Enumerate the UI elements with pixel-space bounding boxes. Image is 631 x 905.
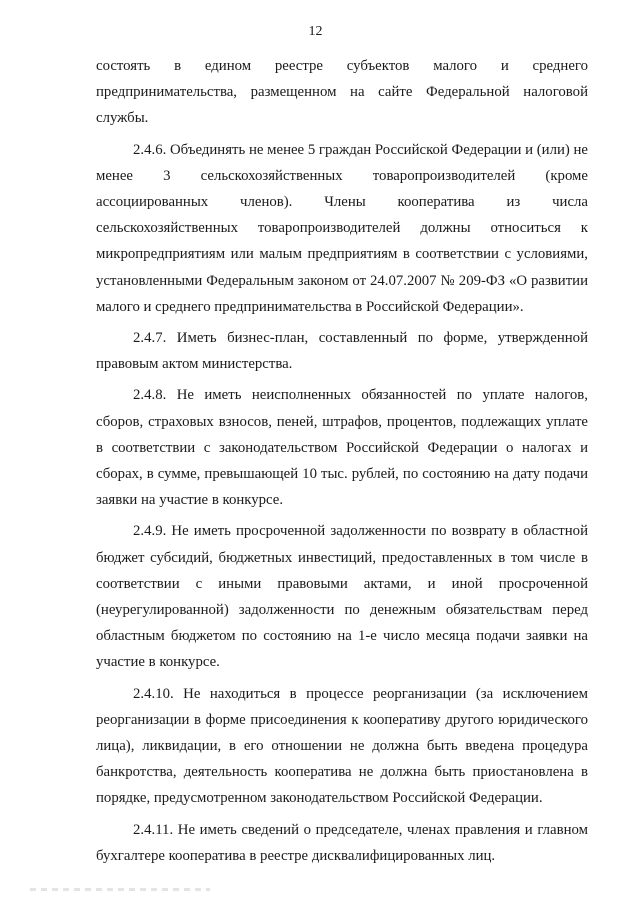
- scan-artifact: [30, 888, 210, 891]
- paragraph-2-4-10: 2.4.10. Не находиться в процессе реорганизации (за исключением реорганизации в форме присоединения к кооперативу другого юридического лица), ликвидации, в его отношении не должна быть введена процедура банкротства, деятельность кооператива не должна быть приостановлена в порядке, предусмотренном законодательством Российской Федерации.: [96, 685, 588, 807]
- paragraph-continuation: состоять в едином реестре субъектов малого и среднего предпринимательства, размещенном на сайте Федеральной налоговой службы.: [96, 58, 588, 127]
- page-number: 12: [308, 24, 323, 39]
- paragraph-2-4-6: 2.4.6. Объединять не менее 5 граждан Российской Федерации и (или) не менее 3 сельскохозяйственных товаропроизводителей (кроме ассоциированных членов). Члены кооператива из числа сельскохозяйственных товаропроизводителей должны относиться к микропредприятиям или малым предприятиям в соответствии с условиями, установленными Федеральным законом от 24.07.2007 № 209-ФЗ «О развитии малого и среднего предпринимательства в Российской Федерации».: [96, 141, 588, 315]
- paragraph-2-4-11: 2.4.11. Не иметь сведений о председателе, членах правления и главном бухгалтере кооператива в реестре дисквалифицированных лиц.: [96, 821, 588, 864]
- paragraph-2-4-7: 2.4.7. Иметь бизнес-план, составленный по форме, утвержденной правовым актом министерства.: [96, 330, 588, 373]
- paragraph-2-4-8: 2.4.8. Не иметь неисполненных обязанностей по уплате налогов, сборов, страховых взносов, пеней, штрафов, процентов, подлежащих уплате в соответствии с законодательством Российской Федерации о налогах и сборах, в сумме, превышающей 10 тыс. рублей, по состоянию на дату подачи заявки на участие в конкурсе.: [96, 387, 588, 509]
- paragraph-2-4-9: 2.4.9. Не иметь просроченной задолженности по возврату в областной бюджет субсидий, бюджетных инвестиций, предоставленных в том числе в соответствии с иными правовыми актами, и иной просроченной (неурегулированной) задолженности по денежным обязательствам перед областным бюджетом по состоянию на 1-е число месяца подачи заявки на участие в конкурсе.: [96, 523, 588, 671]
- document-body: [96, 53, 588, 874]
